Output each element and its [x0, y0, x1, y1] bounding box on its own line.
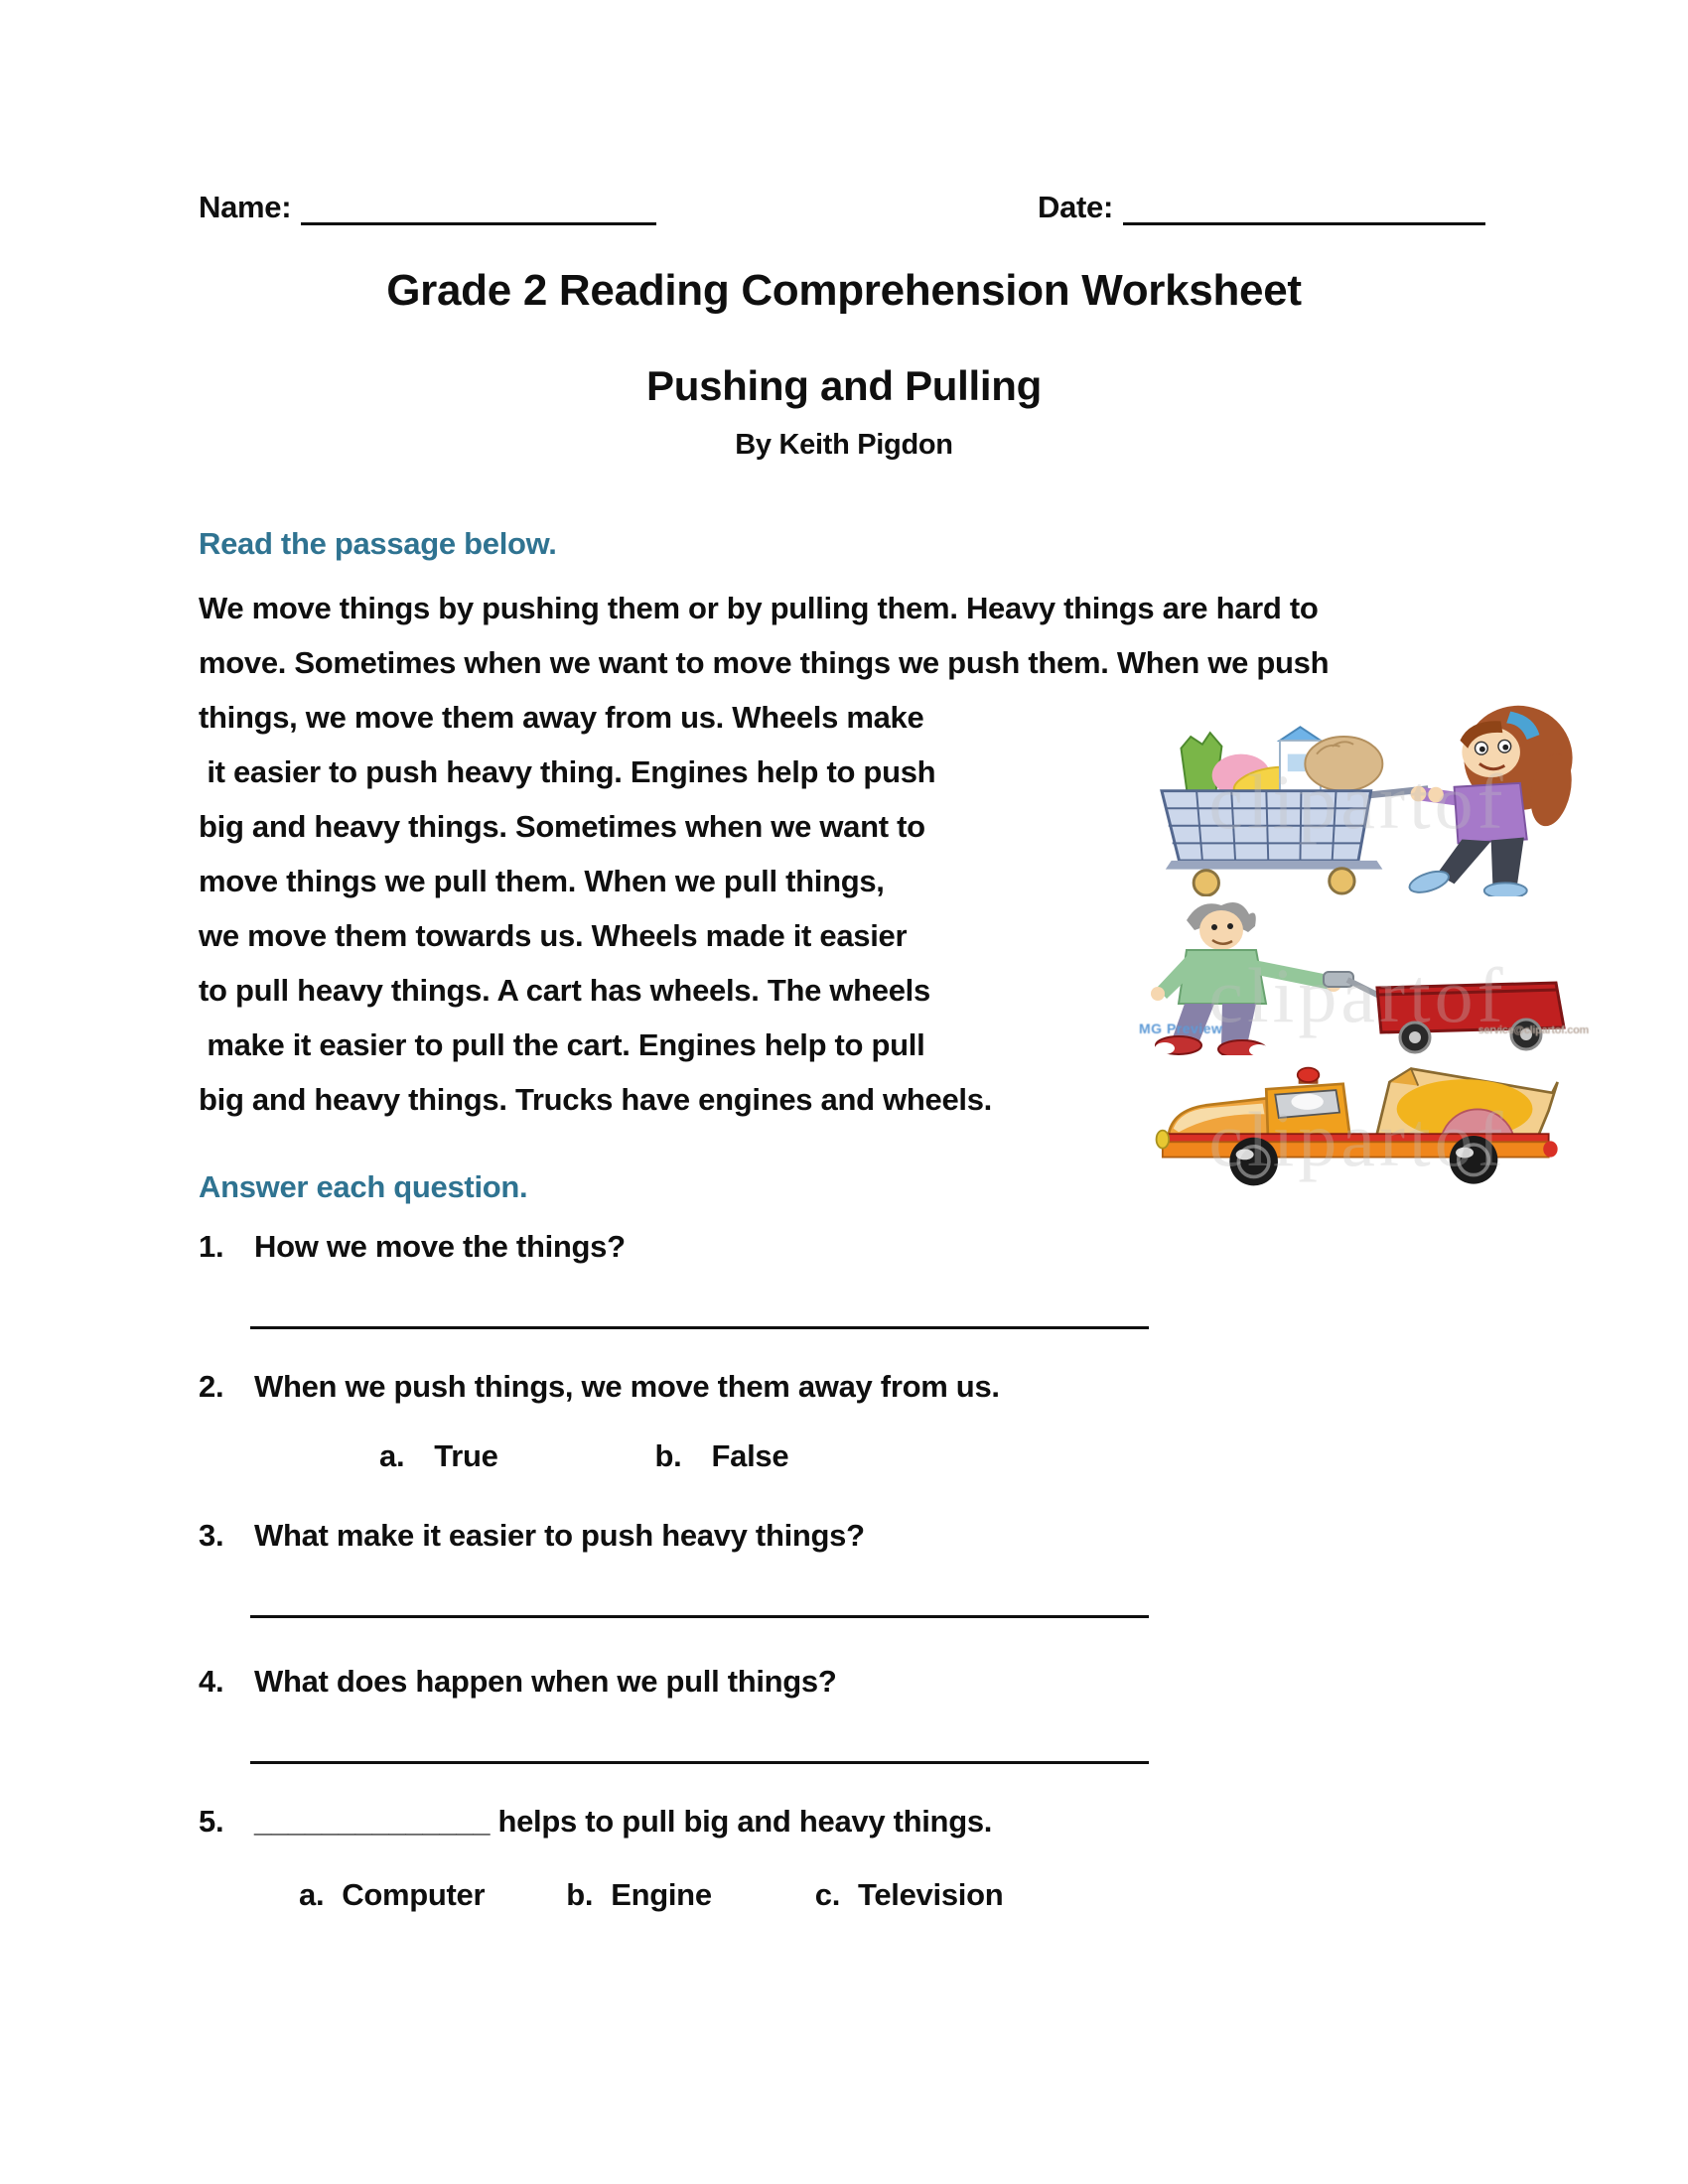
question-number: 4.: [199, 1664, 224, 1699]
question-text: What does happen when we pull things?: [254, 1664, 837, 1699]
passage-title: Pushing and Pulling: [646, 362, 1042, 409]
date-blank-line: [1123, 189, 1485, 225]
option-label: Engine: [611, 1877, 712, 1912]
option-engine: [566, 1877, 712, 1913]
passage-line: we move them towards us. Wheels made it easier: [199, 918, 908, 953]
passage-line: things, we move them away from us. Wheels make: [199, 700, 924, 735]
option-television: [815, 1877, 1004, 1913]
option-computer: [299, 1877, 485, 1913]
date-field: [1038, 189, 1485, 225]
option-letter: a.: [299, 1877, 325, 1912]
question-text: ______________ helps to pull big and heavy things.: [254, 1804, 993, 1839]
date-label: Date:: [1038, 190, 1114, 224]
passage-line: it easier to push heavy thing. Engines help to push: [199, 754, 936, 789]
clipartof-watermark: clipartof: [1208, 1096, 1507, 1182]
answer-line-4: [250, 1761, 1149, 1764]
passage-line: to pull heavy things. A cart has wheels. The wheels: [199, 973, 930, 1008]
question-number: 1.: [199, 1229, 224, 1264]
page-title: Grade 2 Reading Comprehension Worksheet: [386, 266, 1302, 315]
passage-instruction: Read the passage below.: [199, 526, 557, 561]
answer-line-3: [250, 1615, 1149, 1618]
option-label: Computer: [342, 1877, 486, 1912]
question-5: [199, 1804, 1519, 1840]
option-true: [379, 1438, 498, 1474]
name-blank-line: [301, 189, 656, 225]
passage-line: move. Sometimes when we want to move things we push them. When we push: [199, 645, 1330, 680]
question-text: What make it easier to push heavy things?: [254, 1518, 865, 1553]
author-byline: By Keith Pigdon: [735, 429, 953, 461]
question-text: How we move the things?: [254, 1229, 626, 1264]
option-label: False: [711, 1438, 789, 1473]
passage-line: big and heavy things. Trucks have engines and wheels.: [199, 1082, 992, 1117]
clipartof-watermark: clipartof: [1208, 758, 1507, 845]
name-label: Name:: [199, 190, 292, 224]
passage-line: make it easier to pull the cart. Engines help to pull: [199, 1027, 925, 1062]
service-email-watermark: service@clipartof.com: [1477, 1024, 1589, 1036]
option-letter: c.: [814, 1877, 841, 1912]
header-row: [199, 189, 1489, 225]
answer-line-1: [250, 1326, 1149, 1329]
name-field: [199, 189, 1038, 225]
option-letter: b.: [654, 1438, 682, 1473]
option-label: True: [434, 1438, 498, 1473]
questions-section: [199, 1169, 1519, 1913]
question-2: [199, 1369, 1519, 1405]
passage-line: We move things by pushing them or by pulling them. Heavy things are hard to: [199, 591, 1319, 625]
question-number: 3.: [199, 1518, 224, 1553]
clipart-column: [1127, 698, 1589, 1189]
question-1: [199, 1229, 1519, 1265]
question-text: When we push things, we move them away from us.: [254, 1369, 1000, 1404]
questions-instruction: Answer each question.: [199, 1169, 528, 1204]
passage-body: [199, 581, 1589, 1182]
passage-line: move things we pull them. When we pull things,: [199, 864, 885, 898]
question-5-options: [299, 1877, 1519, 1913]
passage-line: big and heavy things. Sometimes when we want to: [199, 809, 925, 844]
question-3: [199, 1518, 1519, 1554]
option-label: Television: [858, 1877, 1004, 1912]
question-number: 2.: [199, 1369, 224, 1404]
option-letter: b.: [566, 1877, 594, 1912]
question-2-options: [379, 1438, 1519, 1474]
clipartof-watermark: clipartof: [1208, 952, 1507, 1038]
girl-pushing-cart-image: [1127, 698, 1589, 896]
question-number: 5.: [199, 1804, 224, 1839]
question-4: [199, 1664, 1519, 1700]
option-letter: a.: [379, 1438, 405, 1473]
option-false: [655, 1438, 789, 1474]
preview-watermark: MG Preview: [1139, 1021, 1223, 1036]
